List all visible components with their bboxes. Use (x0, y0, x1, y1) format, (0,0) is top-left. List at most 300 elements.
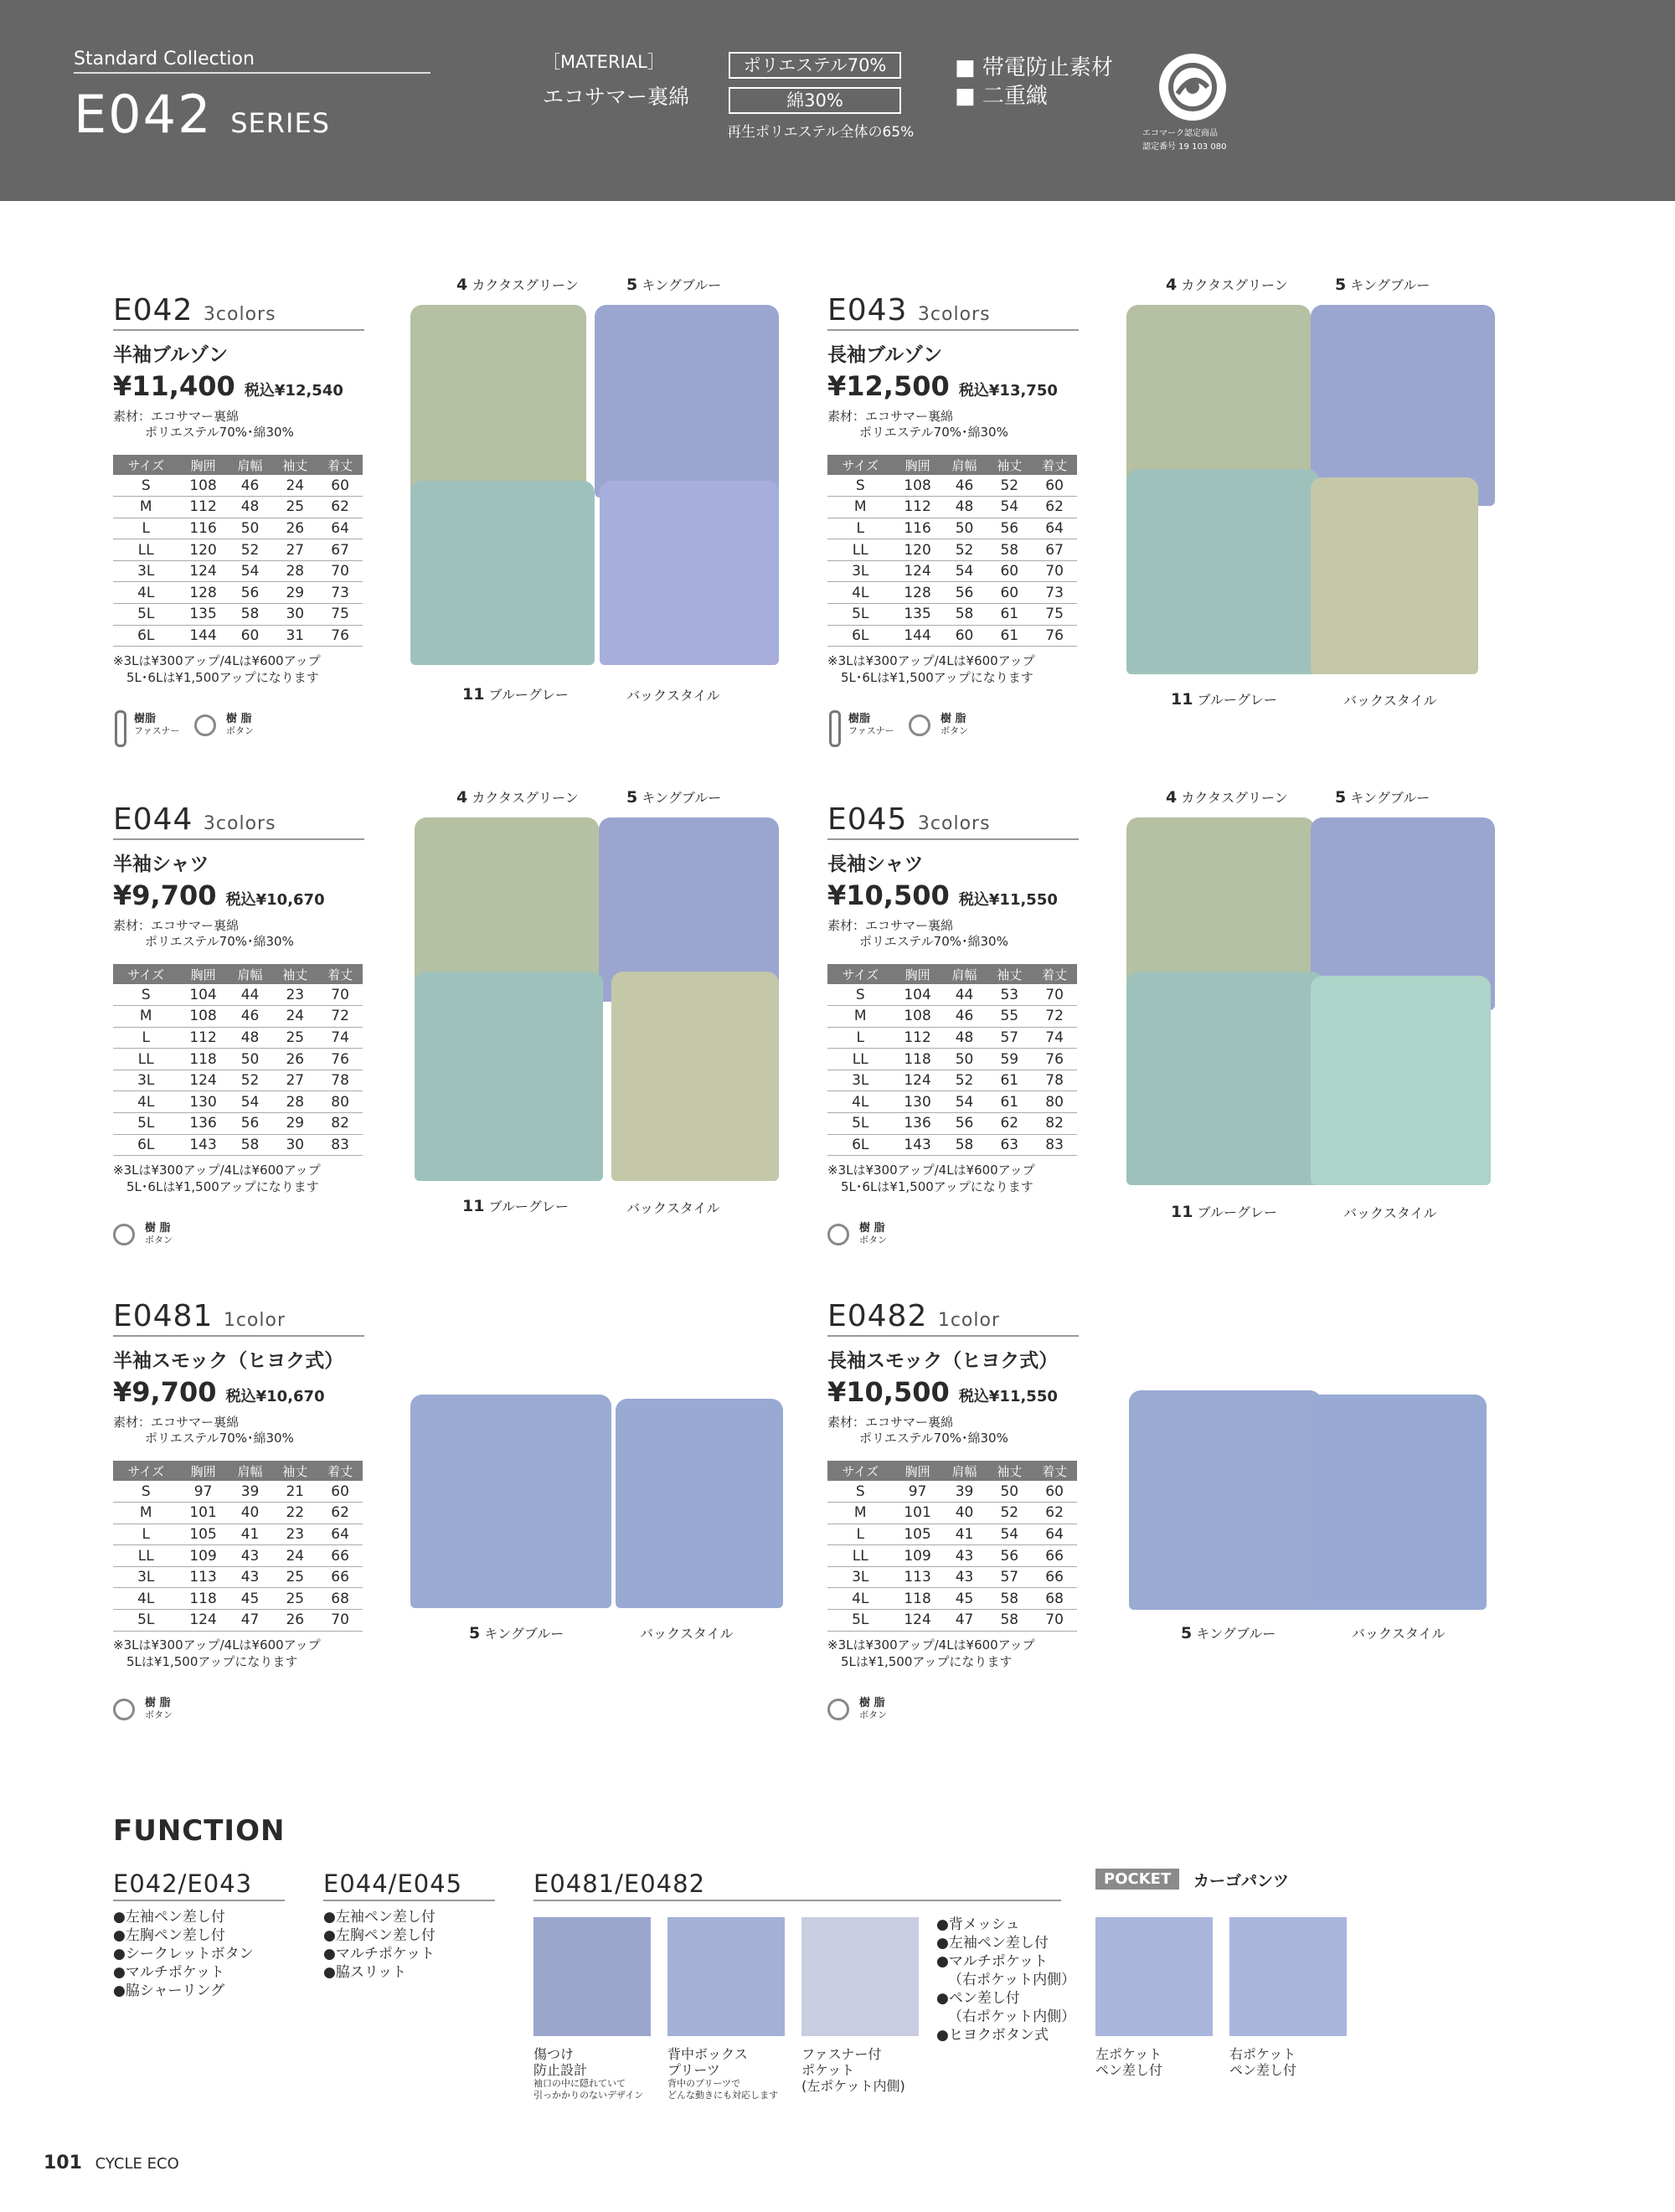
table-cell: 25 (272, 1566, 317, 1588)
header-band (0, 0, 1675, 201)
product-code: E045 3colors (827, 802, 991, 837)
table-row (827, 1113, 1077, 1135)
table-row (113, 625, 363, 647)
table-cell: 52 (228, 1070, 273, 1091)
table-cell: 104 (894, 984, 942, 1006)
table-cell: 64 (1032, 1524, 1077, 1545)
table-cell: 56 (987, 1545, 1032, 1567)
caption-color-4: 4 カクタスグリーン (1166, 276, 1288, 294)
garment-king-blue (410, 1395, 611, 1608)
resin-button-label: 樹 脂 ボタン (859, 1222, 887, 1245)
function-item: ●左胸ペン差し付 (113, 1927, 225, 1944)
table-cell: 26 (272, 518, 317, 539)
table-cell: 105 (894, 1524, 942, 1545)
table-row (113, 475, 363, 497)
function-group-title: E042/E043 (113, 1869, 253, 1898)
caption-back-style: バックスタイル (1343, 693, 1437, 709)
table-cell: 144 (179, 625, 228, 647)
table-cell: 118 (894, 1588, 942, 1610)
table-row (827, 625, 1077, 647)
table-cell: 62 (987, 1113, 1032, 1135)
table-cell: 53 (987, 984, 1032, 1006)
table-cell: 4L (827, 1588, 894, 1610)
table-cell: M (827, 1006, 894, 1028)
function-group-e044-e045 (323, 1869, 495, 1982)
table-row (827, 1481, 1077, 1503)
code-underline (827, 1335, 1079, 1337)
table-cell: 60 (987, 560, 1032, 582)
table-cell: 59 (987, 1049, 1032, 1070)
table-row (827, 1091, 1077, 1113)
table-cell: LL (113, 539, 179, 561)
caption-back-style: バックスタイル (1343, 1205, 1437, 1221)
table-cell: 58 (228, 1134, 273, 1156)
table-cell: 76 (317, 1049, 363, 1070)
table-cell: 104 (179, 984, 228, 1006)
product-name: 長袖シャツ (827, 853, 924, 875)
table-cell: 120 (894, 539, 942, 561)
resin-button-label: 樹 脂 ボタン (226, 713, 254, 736)
product-name: 半袖ブルゾン (113, 344, 229, 366)
table-cell: 70 (317, 560, 363, 582)
table-cell: LL (827, 1049, 894, 1070)
table-cell: 61 (987, 1070, 1032, 1091)
resin-button-label: 樹 脂 ボタン (145, 1697, 173, 1720)
product-name: 長袖スモック（ヒヨク式） (827, 1350, 1059, 1372)
garment-king-blue (1129, 1390, 1322, 1610)
table-cell: 44 (942, 984, 987, 1006)
caption-color-5: 5 キングブルー (469, 1624, 564, 1642)
table-cell: 113 (179, 1566, 228, 1588)
table-cell: 124 (894, 1610, 942, 1632)
table-row (113, 539, 363, 561)
table-cell: 24 (272, 475, 317, 497)
table-cell: 6L (113, 625, 179, 647)
table-cell: 52 (942, 539, 987, 561)
table-cell: 4L (827, 1091, 894, 1113)
footer-brand: CYCLE ECO (95, 2155, 179, 2173)
table-row (113, 1049, 363, 1070)
table-cell: 118 (894, 1049, 942, 1070)
table-cell: 109 (894, 1545, 942, 1567)
table-cell: 41 (942, 1524, 987, 1545)
size-note: ※3Lは¥300アップ/4Lは¥600アップ 5L･6Lは¥1,500アップになります (113, 1163, 321, 1194)
function-group-e0481-e0482 (533, 1869, 1061, 1901)
table-row (827, 984, 1077, 1006)
material-line: 素材：エコサマー裏綿 (827, 918, 954, 933)
feature-double-weave: ■ 二重織 (955, 84, 1048, 109)
eco-mark-icon (1159, 54, 1226, 121)
resin-button-label: 樹 脂 ボタン (145, 1222, 173, 1245)
table-cell: 56 (228, 582, 273, 604)
size-note: ※3Lは¥300アップ/4Lは¥600アップ 5Lは¥1,500アップになります (827, 1637, 1035, 1669)
table-cell: 3L (827, 560, 894, 582)
table-cell: L (113, 1027, 179, 1049)
product-name: 長袖ブルゾン (827, 344, 943, 366)
caption-color-4: 4 カクタスグリーン (1166, 788, 1288, 807)
table-cell: LL (113, 1049, 179, 1070)
caption-color-11: 11 ブルーグレー (1171, 1203, 1277, 1221)
table-cell: 68 (1032, 1588, 1077, 1610)
pocket-caption-left: 左ポケット ペン差し付 (1095, 2046, 1163, 2078)
material-composition: ポリエステル70%･綿30% (145, 425, 294, 440)
material-composition: ポリエステル70%･綿30% (859, 1431, 1008, 1446)
table-cell: 24 (272, 1006, 317, 1028)
material-composition: ポリエステル70%･綿30% (145, 1431, 294, 1446)
material-composition: ポリエステル70%･綿30% (145, 934, 294, 949)
table-cell: 72 (317, 1006, 363, 1028)
table-cell: 25 (272, 1027, 317, 1049)
series-title (74, 84, 330, 145)
table-cell: M (827, 497, 894, 518)
table-cell: 55 (987, 1006, 1032, 1028)
table-cell: 48 (942, 497, 987, 518)
table-cell: 74 (1032, 1027, 1077, 1049)
product-price: ¥9,700 税込¥10,670 (113, 879, 325, 911)
table-cell: 39 (942, 1481, 987, 1503)
table-cell: 46 (942, 475, 987, 497)
table-cell: 76 (317, 625, 363, 647)
table-row (113, 1134, 363, 1156)
table-cell: 58 (942, 604, 987, 626)
table-cell: 41 (228, 1524, 273, 1545)
recycled-note: 再生ポリエステル全体の65% (727, 124, 915, 141)
table-cell: 23 (272, 984, 317, 1006)
table-cell: 4L (113, 582, 179, 604)
page-number: 101 (44, 2153, 82, 2173)
table-cell: 48 (942, 1027, 987, 1049)
material-composition: ポリエステル70%･綿30% (859, 934, 1008, 949)
table-cell: 108 (179, 475, 228, 497)
group-underline (533, 1900, 1061, 1901)
table-cell: 46 (942, 1006, 987, 1028)
table-cell: 6L (113, 1134, 179, 1156)
table-cell: 83 (1032, 1134, 1077, 1156)
detail-photo-back-pleat (667, 1917, 785, 2036)
table-row (827, 582, 1077, 604)
function-group-title: E0481/E0482 (533, 1869, 706, 1898)
table-cell: 25 (272, 497, 317, 518)
table-cell: M (113, 1503, 179, 1524)
table-cell: 60 (942, 625, 987, 647)
table-cell: M (827, 1503, 894, 1524)
table-cell: L (113, 518, 179, 539)
table-cell: 58 (228, 604, 273, 626)
button-icon (827, 1699, 849, 1720)
table-cell: 130 (179, 1091, 228, 1113)
table-cell: 128 (179, 582, 228, 604)
table-cell: 112 (894, 1027, 942, 1049)
table-cell: 54 (987, 497, 1032, 518)
table-row (827, 1006, 1077, 1028)
table-cell: 128 (894, 582, 942, 604)
function-item: ●ヒヨクボタン式 (936, 2027, 1049, 2044)
table-cell: 64 (1032, 518, 1077, 539)
table-cell: 3L (827, 1566, 894, 1588)
table-row (827, 604, 1077, 626)
table-cell: 28 (272, 560, 317, 582)
table-cell: 66 (317, 1566, 363, 1588)
garment-king-blue (1311, 305, 1495, 506)
table-cell: 47 (228, 1610, 273, 1632)
table-cell: 57 (987, 1027, 1032, 1049)
table-cell: 112 (894, 497, 942, 518)
garment-blue-grey (1126, 972, 1323, 1185)
table-cell: 108 (894, 475, 942, 497)
table-cell: 68 (317, 1588, 363, 1610)
product-code: E043 3colors (827, 293, 991, 327)
material-line: 素材：エコサマー裏綿 (827, 1415, 954, 1430)
table-cell: 70 (317, 1610, 363, 1632)
code-underline (827, 838, 1079, 840)
table-row (113, 497, 363, 518)
table-row (827, 1588, 1077, 1610)
table-row (113, 1588, 363, 1610)
zipper-icon (115, 710, 126, 747)
table-cell: 25 (272, 1588, 317, 1610)
table-cell: L (827, 518, 894, 539)
eco-mark-number: 認定番号 19 103 080 (1142, 142, 1227, 152)
table-cell: 105 (179, 1524, 228, 1545)
table-cell: 44 (228, 984, 273, 1006)
table-cell: 60 (228, 625, 273, 647)
table-cell: 74 (317, 1027, 363, 1049)
table-cell: L (113, 1524, 179, 1545)
table-cell: S (827, 1481, 894, 1503)
table-cell: 43 (942, 1545, 987, 1567)
resin-zipper-label: 樹脂 ファスナー (848, 713, 894, 736)
table-cell: S (827, 984, 894, 1006)
table-cell: 56 (228, 1113, 273, 1135)
series-code: E042 (74, 84, 213, 145)
table-row (827, 518, 1077, 539)
footer (44, 2153, 179, 2173)
table-cell: 60 (987, 582, 1032, 604)
table-row (113, 1545, 363, 1567)
table-cell: 5L (827, 604, 894, 626)
fiber-polyester: ポリエステル70% (729, 52, 901, 79)
table-cell: 26 (272, 1049, 317, 1070)
button-icon (113, 1224, 135, 1245)
table-cell: 5L (113, 604, 179, 626)
material-line: 素材：エコサマー裏綿 (113, 1415, 240, 1430)
table-cell: 52 (987, 475, 1032, 497)
table-row (113, 1006, 363, 1028)
table-cell: 66 (1032, 1566, 1077, 1588)
table-cell: 112 (179, 1027, 228, 1049)
table-cell: 40 (228, 1503, 273, 1524)
function-item: ●左袖ペン差し付 (936, 1935, 1049, 1952)
feature-antistatic: ■ 帯電防止素材 (955, 55, 1113, 80)
table-cell: 54 (228, 560, 273, 582)
garment-blue-grey (410, 481, 595, 665)
table-cell: 52 (228, 539, 273, 561)
table-cell: 61 (987, 625, 1032, 647)
table-row (113, 1610, 363, 1632)
resin-button-label: 樹 脂 ボタン (859, 1697, 887, 1720)
detail-caption-zip-pocket: ファスナー付 ポケット (左ポケット内側) (801, 2046, 905, 2094)
table-cell: 75 (1032, 604, 1077, 626)
function-item: ●ペン差し付 (936, 1990, 1020, 2007)
table-cell: M (113, 1006, 179, 1028)
table-cell: 60 (317, 1481, 363, 1503)
size-note: ※3Lは¥300アップ/4Lは¥600アップ 5L･6Lは¥1,500アップになります (827, 653, 1035, 685)
function-item: ●左胸ペン差し付 (323, 1927, 436, 1944)
table-cell: LL (113, 1545, 179, 1567)
function-group-title: E044/E045 (323, 1869, 463, 1898)
pocket-photo-right (1229, 1917, 1347, 2036)
table-cell: 47 (942, 1610, 987, 1632)
table-cell: 58 (987, 1610, 1032, 1632)
table-cell: 45 (228, 1588, 273, 1610)
pocket-badge: POCKET (1095, 1869, 1179, 1890)
table-cell: LL (827, 1545, 894, 1567)
caption-back-style: バックスタイル (626, 1200, 720, 1216)
table-cell: 78 (317, 1070, 363, 1091)
table-cell: 48 (228, 1027, 273, 1049)
table-cell: 4L (113, 1091, 179, 1113)
pocket-photo-left (1095, 1917, 1213, 2036)
product-name: 半袖シャツ (113, 853, 209, 875)
table-cell: 70 (1032, 560, 1077, 582)
product-price: ¥9,700 税込¥10,670 (113, 1376, 325, 1408)
table-cell: 61 (987, 1091, 1032, 1113)
caption-color-4: 4 カクタスグリーン (456, 276, 579, 294)
caption-color-5: 5 キングブルー (626, 276, 722, 294)
table-row (113, 1481, 363, 1503)
table-cell: 54 (228, 1091, 273, 1113)
table-cell: 50 (942, 518, 987, 539)
material-composition: ポリエステル70%･綿30% (859, 425, 1008, 440)
table-cell: 143 (894, 1134, 942, 1156)
button-icon (909, 714, 930, 736)
table-cell: 62 (317, 497, 363, 518)
code-underline (113, 838, 364, 840)
table-cell: 50 (942, 1049, 987, 1070)
product-e045 (827, 802, 1079, 950)
table-cell: 66 (317, 1545, 363, 1567)
table-cell: S (827, 475, 894, 497)
table-cell: 80 (317, 1091, 363, 1113)
table-cell: L (827, 1524, 894, 1545)
detail-photo-zip-pocket (801, 1917, 919, 2036)
table-cell: 60 (1032, 1481, 1077, 1503)
garment-back-style (616, 1399, 783, 1608)
table-row (113, 560, 363, 582)
table-cell: 30 (272, 604, 317, 626)
table-cell: 5L (113, 1113, 179, 1135)
table-row (113, 1091, 363, 1113)
collection-label: Standard Collection (74, 49, 255, 70)
caption-back-style: バックスタイル (1352, 1626, 1446, 1642)
table-row (827, 1524, 1077, 1545)
function-item: ●背メッシュ (936, 1916, 1020, 1933)
caption-color-5: 5 キングブルー (1335, 276, 1430, 294)
material-line: 素材：エコサマー裏綿 (113, 409, 240, 424)
collection-divider (74, 72, 430, 74)
garment-blue-grey (415, 972, 603, 1181)
material-value: エコサマー裏綿 (543, 85, 690, 109)
table-cell: 29 (272, 1113, 317, 1135)
table-cell: 72 (1032, 1006, 1077, 1028)
table-cell: 4L (113, 1588, 179, 1610)
product-price: ¥12,500 税込¥13,750 (827, 370, 1058, 402)
table-row (827, 475, 1077, 497)
table-cell: 101 (179, 1503, 228, 1524)
table-cell: 54 (942, 560, 987, 582)
table-cell: 83 (317, 1134, 363, 1156)
table-row (827, 1134, 1077, 1156)
table-cell: 54 (942, 1091, 987, 1113)
table-cell: 50 (228, 518, 273, 539)
table-cell: 116 (179, 518, 228, 539)
garment-king-blue (595, 305, 779, 498)
table-cell: 108 (179, 1006, 228, 1028)
table-cell: 101 (894, 1503, 942, 1524)
table-cell: S (113, 1481, 179, 1503)
table-cell: 130 (894, 1091, 942, 1113)
table-cell: 27 (272, 539, 317, 561)
caption-color-5: 5 キングブルー (1335, 788, 1430, 807)
table-cell: 23 (272, 1524, 317, 1545)
table-row (827, 1566, 1077, 1588)
product-e042 (113, 293, 364, 441)
table-cell: S (113, 984, 179, 1006)
table-cell: 52 (987, 1503, 1032, 1524)
size-table-e043: サイズ 胸囲 肩幅 袖丈 着丈 S 108 46 52 60 M 112 48 54 62 L 116 50 56 64 LL 120 52 58 67 3L 124 54 60 70 4L 128 56 60 73 5L 135 58 61 75 6L 144 60 61 76 (827, 455, 1077, 647)
function-group-e042-e043 (113, 1869, 285, 2000)
table-cell: 78 (1032, 1070, 1077, 1091)
table-row (113, 604, 363, 626)
zipper-icon (829, 710, 841, 747)
table-cell: 3L (827, 1070, 894, 1091)
table-cell: 76 (1032, 1049, 1077, 1070)
table-cell: 31 (272, 625, 317, 647)
function-item: ●マルチポケット (323, 1946, 435, 1962)
detail-photo-cuff (533, 1917, 651, 2036)
garment-back-style (611, 972, 779, 1181)
table-cell: 45 (942, 1588, 987, 1610)
table-cell: 56 (942, 1113, 987, 1135)
table-cell: 24 (272, 1545, 317, 1567)
material-line: 素材：エコサマー裏綿 (827, 409, 954, 424)
table-cell: 54 (987, 1524, 1032, 1545)
table-row (827, 1049, 1077, 1070)
caption-color-5: 5 キングブルー (1181, 1624, 1276, 1642)
table-cell: 70 (317, 984, 363, 1006)
table-cell: 112 (179, 497, 228, 518)
garment-back-style (1311, 477, 1478, 674)
table-cell: 43 (942, 1566, 987, 1588)
size-table-e0482: サイズ 胸囲 肩幅 袖丈 着丈 S 97 39 50 60 M 101 40 52 62 L 105 41 54 64 LL 109 43 56 66 3L 113 43 57 66 4L 118 45 58 68 5L 124 47 58 70 (827, 1461, 1077, 1632)
table-cell: S (113, 475, 179, 497)
table-row (827, 1610, 1077, 1632)
product-price: ¥11,400 税込¥12,540 (113, 370, 343, 402)
pocket-title: カーゴパンツ (1193, 1872, 1290, 1890)
size-note: ※3Lは¥300アップ/4Lは¥600アップ 5Lは¥1,500アップになります (113, 1637, 321, 1669)
product-code: E042 3colors (113, 293, 276, 327)
table-cell: 30 (272, 1134, 317, 1156)
table-row (827, 1027, 1077, 1049)
table-cell: 73 (317, 582, 363, 604)
table-cell: 136 (894, 1113, 942, 1135)
table-cell: 57 (987, 1566, 1032, 1588)
table-cell: 70 (1032, 984, 1077, 1006)
material-line: 素材：エコサマー裏綿 (113, 918, 240, 933)
table-cell: 135 (894, 604, 942, 626)
table-row (113, 1113, 363, 1135)
button-icon (827, 1224, 849, 1245)
